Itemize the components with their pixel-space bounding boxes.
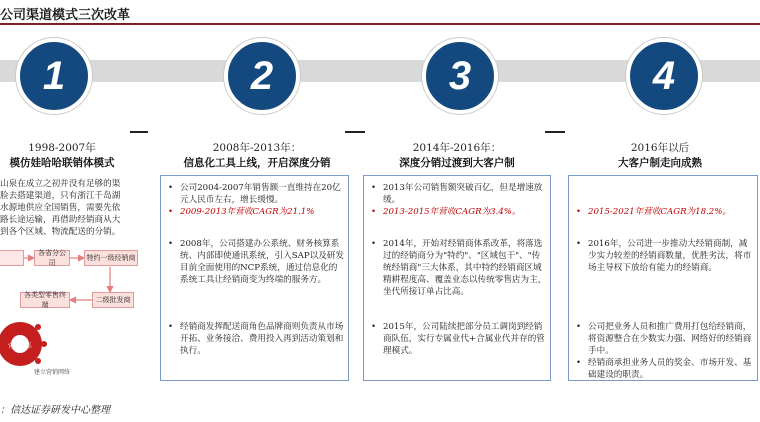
list-item: • 2008年，公司搭建办公系统、财务核算系统、内部即使通讯系统，引入SAP以及研发目前全面使用的NCP系统，通过信息化的系统工具让经销商变为终端的服务方。 — [168, 239, 344, 285]
list-item: • 2015-2021年营收CAGR为18.2%。 — [576, 207, 732, 217]
phase-2-title — [157, 141, 357, 171]
list-item: • 经销商发挥配送商角色品牌商则负责从市场开拓、业务接洽、费用投入再到活动策划和执行。 — [168, 322, 344, 356]
phase-4-year: 2016年以后 — [630, 142, 690, 154]
phase-2-box — [160, 175, 349, 381]
list-item: • 2013年公司销售额突破百亿，但是增速放缓。 — [371, 183, 543, 205]
phase-4-desc: 大客户制走向成熟 — [618, 157, 702, 169]
phase-3-number-badge: 3 — [422, 38, 498, 114]
phase-1-number-badge: 1 — [16, 38, 92, 114]
list-item: • 公司把业务人员和推广费用打包给经销商，将资源整合在少数实力强、网络好的经销商手中。 — [576, 322, 752, 356]
diagram-source-box — [0, 250, 24, 266]
phase-4-box — [568, 175, 758, 381]
phase-2-year: 2008年-2013年： — [212, 142, 302, 154]
title-divider — [0, 23, 760, 25]
phase-3-desc: 深度分销过渡到大客户制 — [399, 157, 515, 169]
phase-2-number-badge: 2 — [224, 38, 300, 114]
list-item: • 2014年，开始对经销商体系改革，将落选过的经销商分为"特约"、"区域包干"、"传统经销商"三大体系，其中特约经销商区域精耕程度高、覆盖业态以传统零售店为主，坐代所接订单占比高。 — [371, 239, 547, 297]
list-item: • 2016年，公司进一步推动大经销商制，减少实力较差的经销商数量，优胜劣汰，将市场主导权下放给有能力的经销商。 — [576, 239, 752, 273]
phase-3-year: 2014年-2016年： — [412, 142, 502, 154]
phase-3-title — [357, 141, 557, 171]
diagram-box-dealer: 特约一级经销商 — [84, 250, 138, 266]
wheel-caption: 建立营销网络 — [33, 369, 70, 376]
phase-3-box — [363, 175, 551, 381]
list-item: • 2009-2013年营收CAGR为21.1% — [168, 207, 315, 217]
diagram-box-terminal: 各类型零售终端 — [20, 292, 70, 308]
diagram-box-wholesaler: 二级批发商 — [92, 292, 134, 308]
list-item: • 经销商承担业务人员的奖金、市场开发、基础建设的职责。 — [576, 358, 752, 380]
timeline-tick — [130, 131, 148, 133]
wheel-label: 营销体系 — [7, 343, 32, 350]
timeline-tick — [545, 131, 565, 133]
phase-2-desc: 信息化工具上线，开启深度分销 — [183, 157, 331, 169]
list-item: • 2015年，公司陆续把部分员工调岗到经销商队伍，实行专属业代+合属业代并存的管理模式。 — [371, 322, 545, 356]
phase-1-year: 1998-2007年 — [28, 142, 96, 154]
phase-1-desc: 模仿娃哈哈联销体模式 — [9, 157, 115, 169]
page-title: 公司渠道模式三次改革 — [0, 8, 131, 23]
list-item: • 2013-2015年营收CAGR为3.4%。 — [371, 207, 521, 217]
phase-4-number-badge: 4 — [626, 38, 702, 114]
timeline-tick — [345, 131, 365, 133]
phase-1-description: 山泉在成立之初并没有足够的渠 脸去搭建渠道，只有浙江千岛湖 水源地供应全国销售，需要先依 路长途运输，再借助经销商从大 到各个区域、物流配送的分销。 — [0, 179, 121, 237]
source-note: ：信达证券研发中心整理 — [0, 405, 110, 416]
diagram-box-branch: 各省分公司 — [34, 250, 70, 266]
list-item: • 公司2004-2007年销售额一直维持在20亿元人民币左右，增长缓慢。 — [168, 183, 341, 205]
phase-4-title — [560, 141, 760, 171]
phase-1-title — [0, 141, 162, 171]
